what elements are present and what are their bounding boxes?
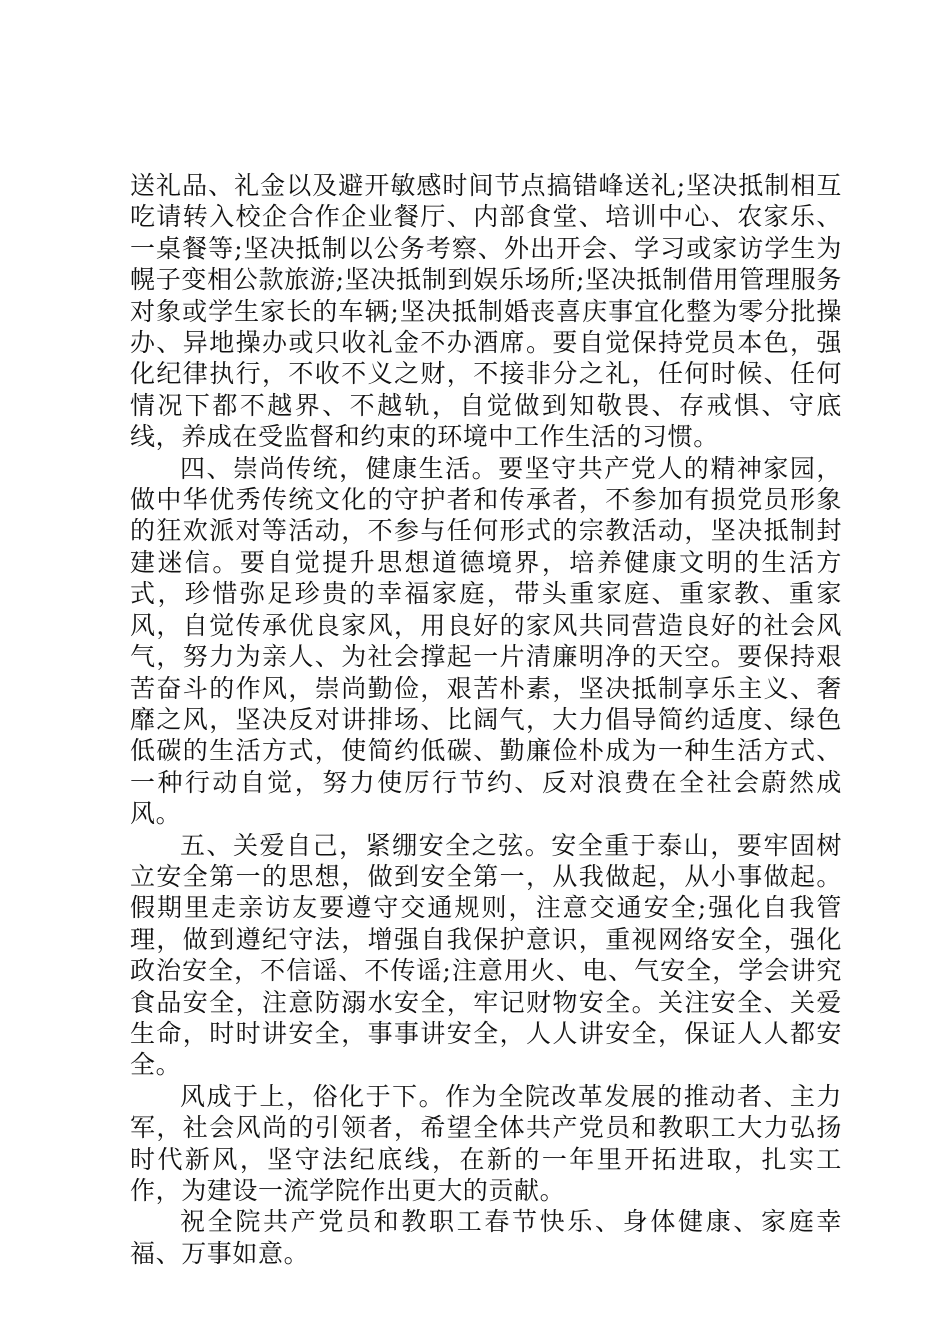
paragraph-closing: 风成于上，俗化于下。作为全院改革发展的推动者、主力军，社会风尚的引领者，希望全体共产党员和教职工大力弘扬时代新风，坚守法纪底线，在新的一年里开拓进取，扎实工作，为建设一流学院作出更大的贡献。 bbox=[130, 1081, 842, 1205]
document-body bbox=[130, 170, 842, 1269]
paragraph-section-five: 五、关爱自己，紧绷安全之弦。安全重于泰山，要牢固树立安全第一的思想，做到安全第一，从我做起，从小事做起。假期里走亲访友要遵守交通规则，注意交通安全;强化自我管理，做到遵纪守法，增强自我保护意识，重视网络安全，强化政治安全，不信谣、不传谣;注意用火、电、气安全，学会讲究食品安全，注意防溺水安全，牢记财物安全。关注安全、关爱生命，时时讲安全，事事讲安全，人人讲安全，保证人人都安全。 bbox=[130, 830, 842, 1080]
paragraph-section-four: 四、崇尚传统，健康生活。要坚守共产党人的精神家园，做中华优秀传统文化的守护者和传承者，不参加有损党员形象的狂欢派对等活动，不参与任何形式的宗教活动，坚决抵制封建迷信。要自觉提升思想道德境界，培养健康文明的生活方式，珍惜弥足珍贵的幸福家庭，带头重家庭、重家教、重家风，自觉传承优良家风，用良好的家风共同营造良好的社会风气，努力为亲人、为社会撑起一片清廉明净的天空。要保持艰苦奋斗的作风，崇尚勤俭，艰苦朴素，坚决抵制享乐主义、奢靡之风，坚决反对讲排场、比阔气，大力倡导简约适度、绿色低碳的生活方式，使简约低碳、勤廉俭朴成为一种生活方式、一种行动自觉，努力使厉行节约、反对浪费在全社会蔚然成风。 bbox=[130, 453, 842, 829]
paragraph-greeting: 祝全院共产党员和教职工春节快乐、身体健康、家庭幸福、万事如意。 bbox=[130, 1207, 842, 1268]
paragraph-1: 送礼品、礼金以及避开敏感时间节点搞错峰送礼;坚决抵制相互吃请转入校企合作企业餐厅、内部食堂、培训中心、农家乐、一桌餐等;坚决抵制以公务考察、外出开会、学习或家访学生为幌子变相公款旅游;坚决抵制到娱乐场所;坚决抵制借用管理服务对象或学生家长的车辆;坚决抵制婚丧喜庆事宜化整为零分批操办、异地操办或只收礼金不办酒席。要自觉保持党员本色，强化纪律执行，不收不义之财，不接非分之礼，任何时候、任何情况下都不越界、不越轨，自觉做到知敬畏、存戒惧、守底线，养成在受监督和约束的环境中工作生活的习惯。 bbox=[130, 171, 842, 452]
